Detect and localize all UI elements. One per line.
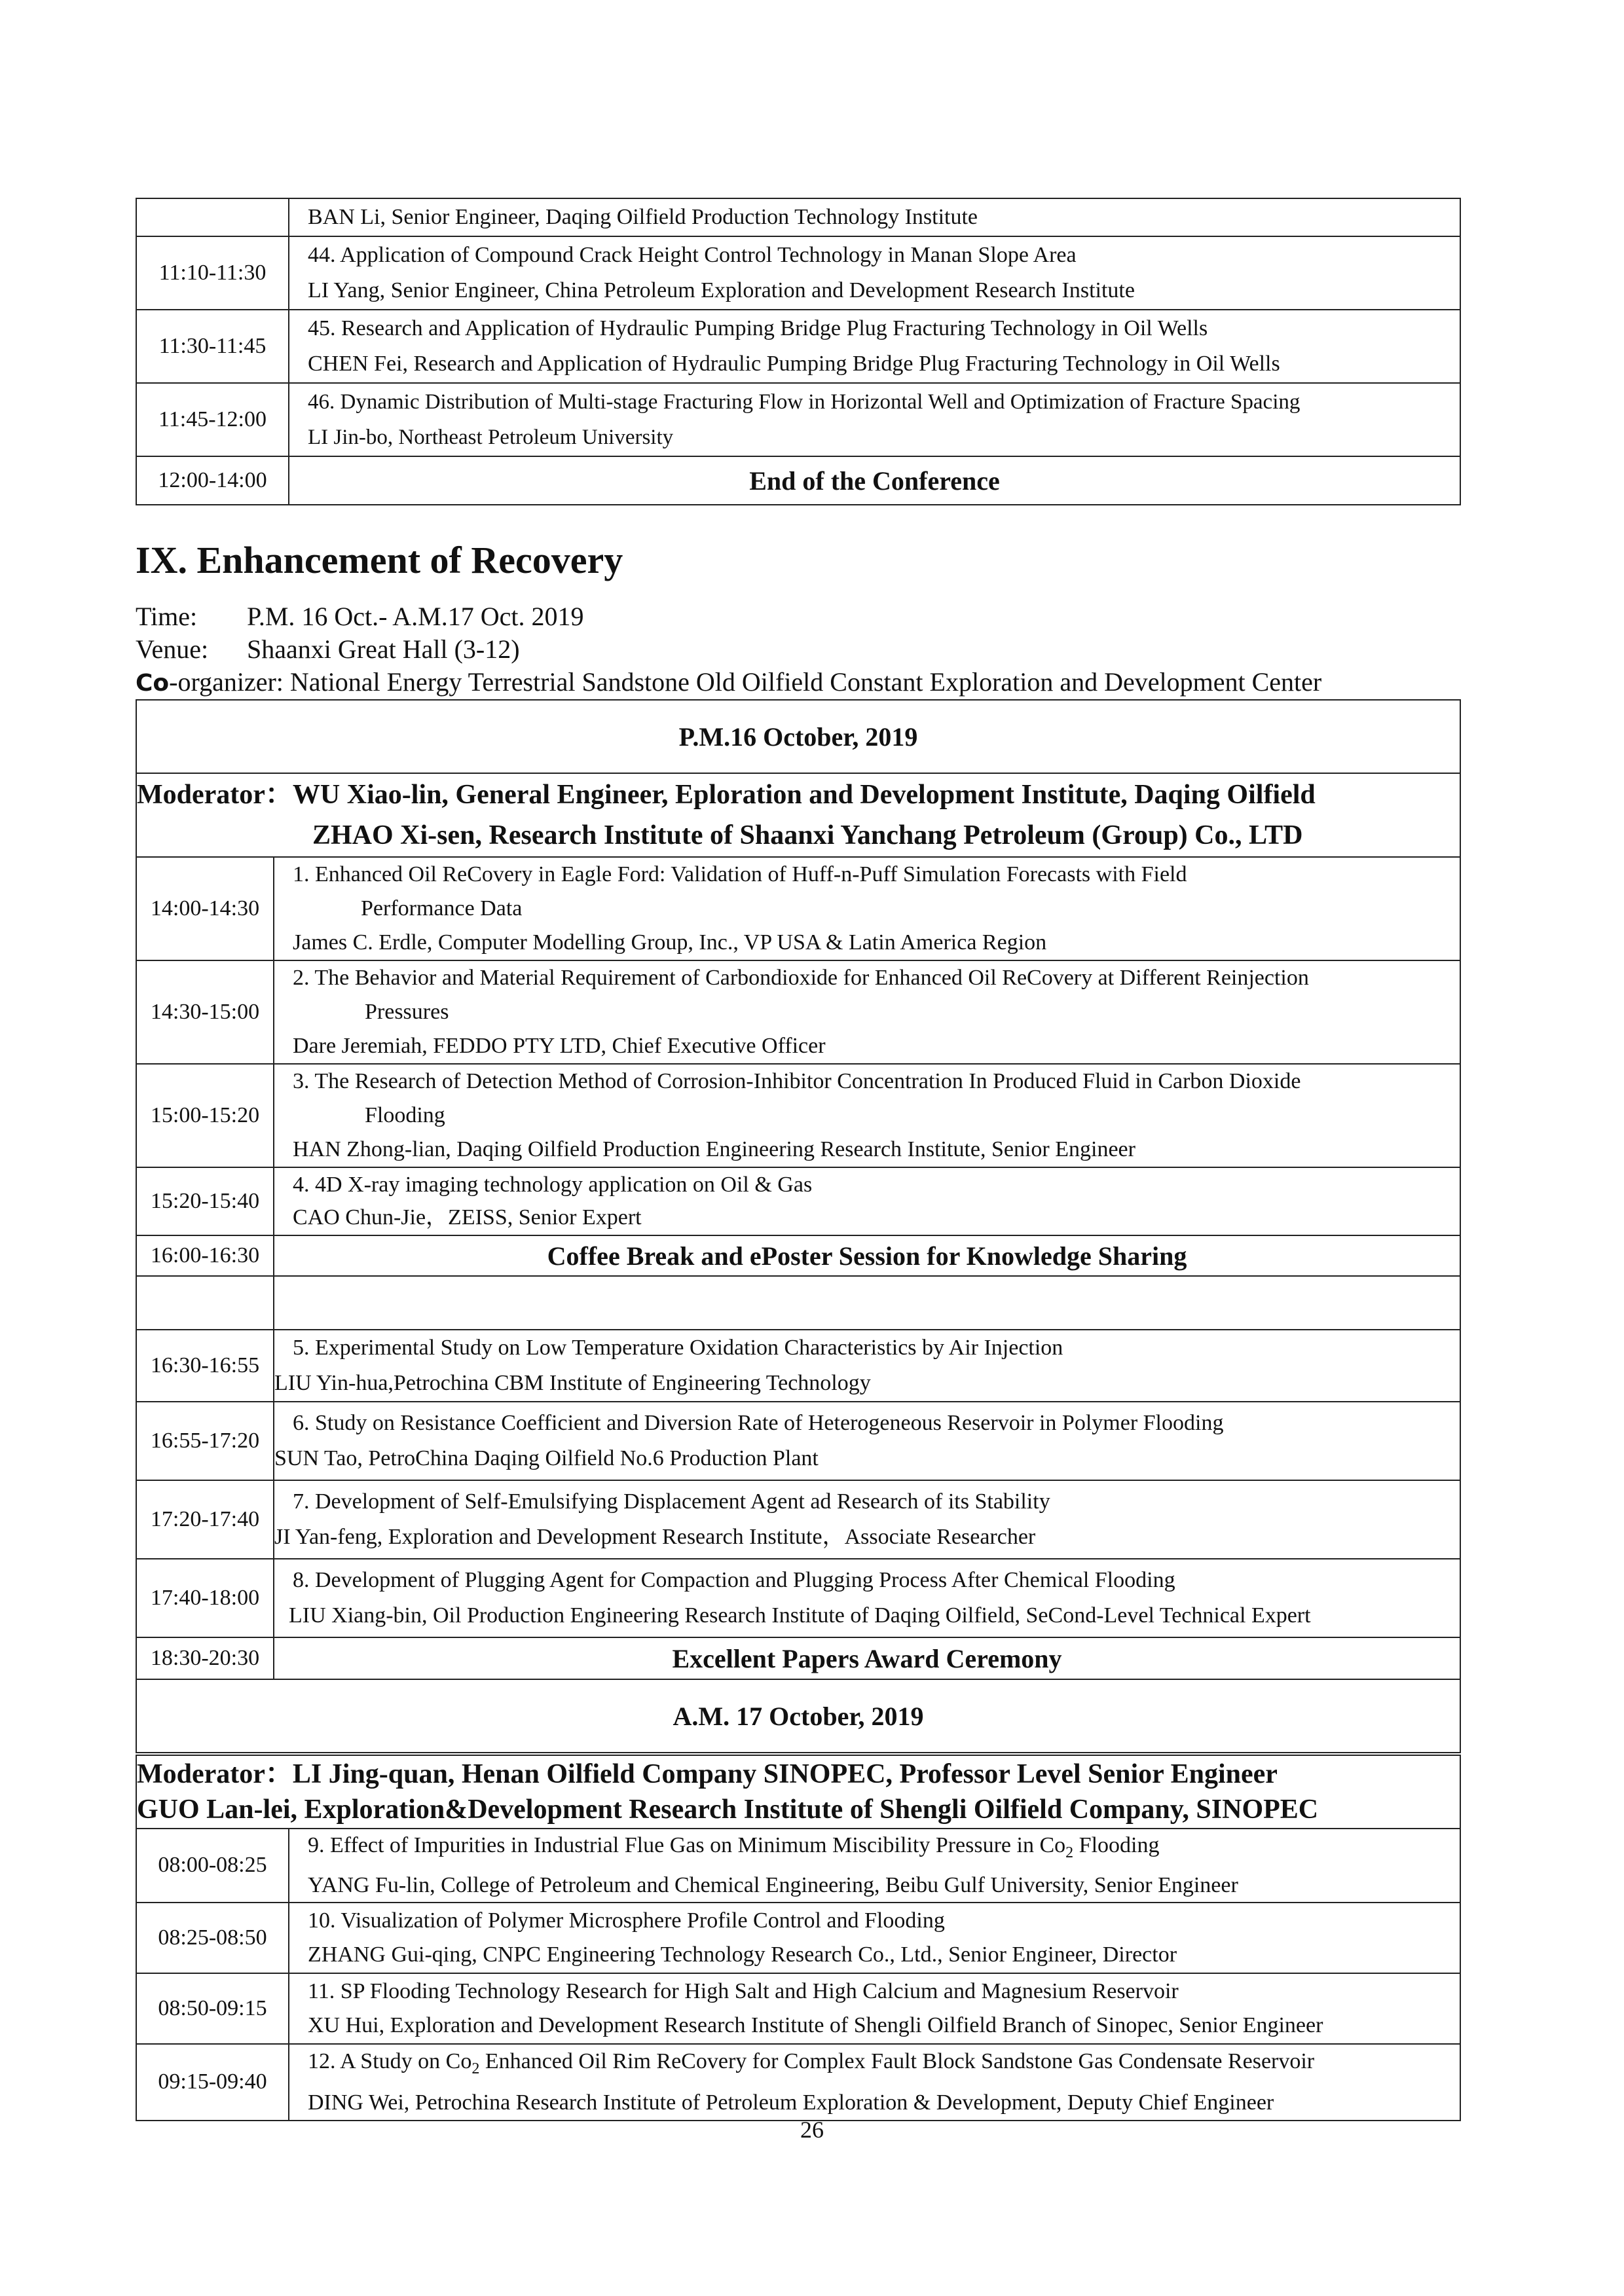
speaker-line: LI Jin-bo, Northeast Petroleum University bbox=[308, 426, 674, 449]
talk-cell bbox=[289, 383, 1460, 456]
time-label: Time: bbox=[136, 602, 198, 631]
speaker-line: XU Hui, Exploration and Development Research Institute of Shengli Oilfield Branch of Sinopec, Senior Engineer bbox=[308, 2013, 1323, 2037]
time-cell: 08:50-09:15 bbox=[136, 1973, 289, 2044]
co-organizer-prefix: Co bbox=[136, 670, 170, 697]
speaker-line: YANG Fu-lin, College of Petroleum and Chemical Engineering, Beibu Gulf University, Senior Engineer bbox=[308, 1872, 1238, 1897]
time-cell: 08:00-08:25 bbox=[136, 1829, 289, 1903]
time-cell: 09:15-09:40 bbox=[136, 2044, 289, 2121]
speaker-line: James C. Erdle, Computer Modelling Group, Inc., VP USA & Latin America Region bbox=[293, 930, 1047, 955]
table-row bbox=[136, 198, 1460, 236]
table-row bbox=[136, 857, 1460, 960]
table-row bbox=[136, 960, 1460, 1064]
talk-title: 1. Enhanced Oil ReCovery in Eagle Ford: Validation of Huff-n-Puff Simulation Forecasts with Field bbox=[293, 862, 1187, 886]
table-row bbox=[136, 1235, 1460, 1276]
time-cell: 15:20-15:40 bbox=[136, 1167, 274, 1235]
section-title: IX. Enhancement of Recovery bbox=[136, 539, 623, 581]
time-cell bbox=[136, 198, 289, 236]
table-row bbox=[136, 1637, 1460, 1679]
table-row bbox=[136, 1330, 1460, 1402]
time-cell: 11:10-11:30 bbox=[136, 236, 289, 310]
talk-title: 4. 4D X-ray imaging technology application on Oil & Gas bbox=[293, 1173, 813, 1197]
table-row bbox=[136, 1903, 1460, 1973]
talk-title: 2. The Behavior and Material Requirement of Carbondioxide for Enhanced Oil ReCovery at Different Reinjection bbox=[293, 966, 1309, 990]
table-row bbox=[136, 456, 1460, 505]
venue-value: Shaanxi Great Hall (3-12) bbox=[247, 634, 520, 664]
table-row bbox=[136, 773, 1460, 857]
speaker-line: LIU Yin-hua,Petrochina CBM Institute of Engineering Technology bbox=[274, 1371, 871, 1395]
pm-session-table bbox=[136, 699, 1461, 1753]
speaker-line: DING Wei, Petrochina Research Institute of Petroleum Exploration & Development, Deputy Chief Engineer bbox=[308, 2090, 1274, 2115]
session-venue bbox=[136, 634, 520, 665]
table-row bbox=[136, 1167, 1460, 1235]
table-row bbox=[136, 1679, 1460, 1753]
moderator-line: ZHAO Xi-sen, Research Institute of Shaanxi Yanchang Petroleum (Group) Co., LTD bbox=[312, 820, 1303, 850]
speaker-line: HAN Zhong-lian, Daqing Oilfield Production Engineering Research Institute, Senior Engineer bbox=[293, 1137, 1135, 1161]
speaker-line: JI Yan-feng, Exploration and Development Research Institute，Associate Researcher bbox=[274, 1525, 1036, 1549]
table-row bbox=[136, 2044, 1460, 2121]
moderators-cell bbox=[136, 1755, 1460, 1829]
session-date-header: A.M. 17 October, 2019 bbox=[136, 1679, 1460, 1753]
speaker-line: Dare Jeremiah, FEDDO PTY LTD, Chief Executive Officer bbox=[293, 1034, 826, 1058]
co-organizer bbox=[136, 666, 1321, 697]
speaker-line: LIU Xiang-bin, Oil Production Engineering Research Institute of Daqing Oilfield, SeCond-Level Technical Expert bbox=[289, 1603, 1311, 1628]
table-row bbox=[136, 310, 1460, 383]
talk-cell bbox=[274, 1330, 1460, 1402]
table-row bbox=[136, 1402, 1460, 1480]
time-cell: 17:20-17:40 bbox=[136, 1480, 274, 1559]
co-organizer-text: -organizer: National Energy Terrestrial Sandstone Old Oilfield Constant Exploration and Development Center bbox=[169, 667, 1322, 697]
subscript: 2 bbox=[1065, 1844, 1074, 1861]
time-cell: 18:30-20:30 bbox=[136, 1637, 274, 1679]
table-row bbox=[136, 1064, 1460, 1167]
talk-cell bbox=[289, 310, 1460, 383]
talk-cell bbox=[274, 1402, 1460, 1480]
page-number: 26 bbox=[800, 2117, 824, 2143]
time-cell: 14:00-14:30 bbox=[136, 857, 274, 960]
time-value: P.M. 16 Oct.- A.M.17 Oct. 2019 bbox=[247, 602, 584, 631]
talk-title: 46. Dynamic Distribution of Multi-stage Fracturing Flow in Horizontal Well and Optimization of Fracture Spacing bbox=[308, 390, 1301, 414]
time-cell: 16:55-17:20 bbox=[136, 1402, 274, 1480]
session-time bbox=[136, 601, 583, 632]
talk-title bbox=[308, 1829, 1460, 1869]
talk-cell bbox=[289, 198, 1460, 236]
talk-cell bbox=[274, 857, 1460, 960]
speaker-line: ZHANG Gui-qing, CNPC Engineering Technology Research Co., Ltd., Senior Engineer, Director bbox=[308, 1942, 1177, 1967]
table-row bbox=[136, 1829, 1460, 1903]
top-schedule-table bbox=[136, 198, 1461, 505]
empty-cell bbox=[136, 1276, 274, 1330]
time-cell: 11:30-11:45 bbox=[136, 310, 289, 383]
talk-title: 45. Research and Application of Hydraulic Pumping Bridge Plug Fracturing Technology in Oil Wells bbox=[308, 316, 1208, 340]
talk-title: 6. Study on Resistance Coefficient and Diversion Rate of Heterogeneous Reservoir in Polymer Flooding bbox=[293, 1411, 1224, 1435]
talk-cell bbox=[289, 2044, 1460, 2121]
talk-cell bbox=[289, 1903, 1460, 1973]
table-row bbox=[136, 1480, 1460, 1559]
table-row bbox=[136, 236, 1460, 310]
talk-title: 5. Experimental Study on Low Temperature Oxidation Characteristics by Air Injection bbox=[293, 1336, 1063, 1360]
time-cell: 11:45-12:00 bbox=[136, 383, 289, 456]
talk-cell bbox=[274, 1064, 1460, 1167]
speaker-line: BAN Li, Senior Engineer, Daqing Oilfield Production Technology Institute bbox=[308, 205, 978, 229]
moderator-line: Moderator：WU Xiao-lin, General Engineer, Eploration and Development Institute, Daqing Oilfield bbox=[137, 780, 1316, 810]
speaker-line: CAO Chun-Jie，ZEISS, Senior Expert bbox=[293, 1205, 642, 1230]
talk-title-part: 11. SP Flooding Technology Research for High Salt and High Calcium and Magnesium Reservoir bbox=[308, 1978, 1179, 2003]
talk-title-part: 10. Visualization of Polymer Microsphere Profile Control and Flooding bbox=[308, 1908, 945, 1933]
talk-cell bbox=[289, 1973, 1460, 2044]
talk-title-part: 9. Effect of Impurities in Industrial Flue Gas on Minimum Miscibility Pressure in Co bbox=[308, 1833, 1066, 1857]
table-row bbox=[136, 1559, 1460, 1637]
talk-cell bbox=[274, 960, 1460, 1064]
moderator-line: GUO Lan-lei, Exploration&Development Research Institute of Shengli Oilfield Company, SINOPEC bbox=[137, 1795, 1319, 1825]
talk-title bbox=[308, 1904, 1460, 1938]
talk-title bbox=[308, 1975, 1460, 2009]
award-ceremony-banner: Excellent Papers Award Ceremony bbox=[274, 1637, 1460, 1679]
talk-cell bbox=[274, 1480, 1460, 1559]
talk-cell bbox=[289, 236, 1460, 310]
talk-title: 44. Application of Compound Crack Height Control Technology in Manan Slope Area bbox=[308, 243, 1077, 267]
talk-title: 3. The Research of Detection Method of Corrosion-Inhibitor Concentration In Produced Fluid in Carbon Dioxide bbox=[293, 1069, 1301, 1093]
table-row bbox=[136, 1276, 1460, 1330]
speaker-line: SUN Tao, PetroChina Daqing Oilfield No.6 Production Plant bbox=[274, 1446, 819, 1470]
time-cell: 08:25-08:50 bbox=[136, 1903, 289, 1973]
talk-title: 8. Development of Plugging Agent for Compaction and Plugging Process After Chemical Flooding bbox=[293, 1568, 1175, 1592]
speaker-line: CHEN Fei, Research and Application of Hydraulic Pumping Bridge Plug Fracturing Technology in Oil Wells bbox=[308, 352, 1280, 376]
table-row bbox=[136, 700, 1460, 773]
talk-title-cont: Pressures bbox=[365, 1000, 449, 1024]
talk-cell bbox=[274, 1559, 1460, 1637]
talk-cell bbox=[274, 1167, 1460, 1235]
venue-label: Venue: bbox=[136, 634, 209, 664]
talk-title-cont: Flooding bbox=[365, 1103, 445, 1127]
time-cell: 17:40-18:00 bbox=[136, 1559, 274, 1637]
talk-title-part: Enhanced Oil Rim ReCovery for Complex Fault Block Sandstone Gas Condensate Reservoir bbox=[479, 2049, 1315, 2073]
time-cell: 16:00-16:30 bbox=[136, 1235, 274, 1276]
talk-title-cont: Performance Data bbox=[361, 896, 523, 920]
talk-title-part: Flooding bbox=[1073, 1833, 1160, 1857]
table-row bbox=[136, 383, 1460, 456]
empty-cell bbox=[274, 1276, 1460, 1330]
am-session-table bbox=[136, 1755, 1461, 2121]
talk-title bbox=[308, 2045, 1460, 2086]
talk-cell bbox=[289, 1829, 1460, 1903]
time-cell: 15:00-15:20 bbox=[136, 1064, 274, 1167]
table-row bbox=[136, 1755, 1460, 1829]
speaker-line: LI Yang, Senior Engineer, China Petroleum Exploration and Development Research Institute bbox=[308, 278, 1135, 302]
session-date-header: P.M.16 October, 2019 bbox=[136, 700, 1460, 773]
subscript: 2 bbox=[471, 2060, 480, 2077]
moderator-line: Moderator：LI Jing-quan, Henan Oilfield Company SINOPEC, Professor Level Senior Engineer bbox=[137, 1759, 1278, 1789]
talk-title-part: 12. A Study on Co bbox=[308, 2049, 472, 2073]
moderators-cell bbox=[136, 773, 1460, 857]
time-cell: 12:00-14:00 bbox=[136, 456, 289, 505]
talk-title: 7. Development of Self-Emulsifying Displacement Agent ad Research of its Stability bbox=[293, 1489, 1050, 1514]
conference-end-banner: End of the Conference bbox=[289, 456, 1460, 505]
table-row bbox=[136, 1973, 1460, 2044]
time-cell: 16:30-16:55 bbox=[136, 1330, 274, 1402]
time-cell: 14:30-15:00 bbox=[136, 960, 274, 1064]
coffee-break-banner: Coffee Break and ePoster Session for Knowledge Sharing bbox=[274, 1235, 1460, 1276]
